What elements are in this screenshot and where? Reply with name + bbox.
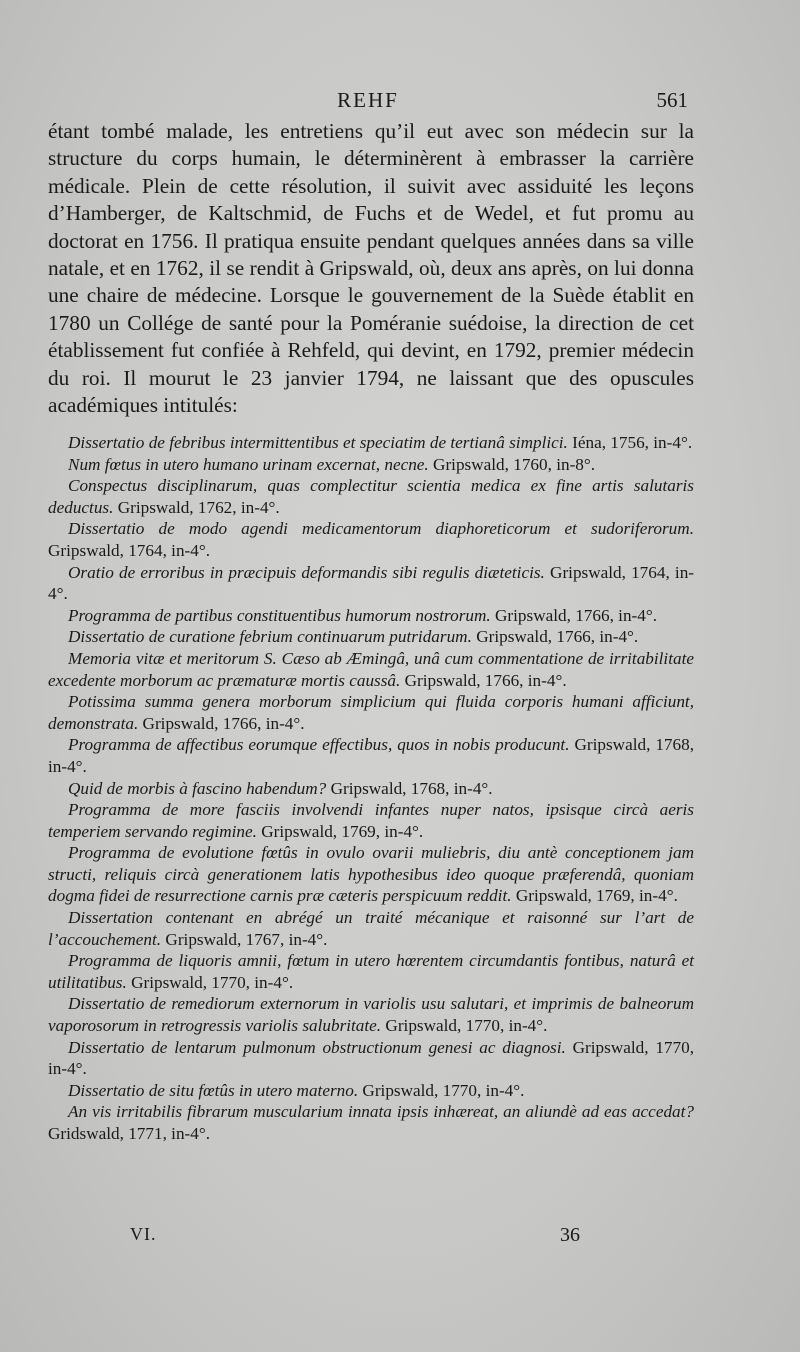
work-imprint: Gripswald, 1766, in-4°.: [404, 670, 567, 690]
signature-mark: 36: [560, 1224, 580, 1246]
work-title: Programma de liquoris amnii, fœtum in utero hœrentem circumdantis fontibus, naturâ et utilitatibus.: [48, 951, 694, 992]
work-entry: [48, 454, 694, 476]
work-imprint: Gripswald, 1769, in-4°.: [261, 821, 424, 841]
volume-number: VI.: [130, 1224, 157, 1244]
work-entry: [48, 432, 694, 454]
work-title: Conspectus disciplinarum, quas complectitur scientia medica ex fine artis salutaris deductus.: [48, 476, 694, 517]
running-head: REHF: [337, 88, 399, 112]
work-entry: [48, 562, 694, 605]
work-imprint: Gripswald, 1766, in-4°.: [142, 713, 305, 733]
work-title: Dissertatio de modo agendi medicamentorum diaphoreticorum et sudoriferorum.: [68, 519, 694, 539]
page-header: [48, 88, 688, 114]
work-title: Programma de partibus constituentibus humorum nostrorum.: [68, 605, 491, 625]
work-entry: [48, 993, 694, 1036]
work-title: Dissertatio de curatione febrium continuarum putridarum.: [68, 627, 472, 647]
work-title: Quid de morbis à fascino habendum?: [68, 778, 327, 798]
work-imprint: Gripswald, 1770, in-4°.: [131, 972, 294, 992]
work-entry: [48, 518, 694, 561]
work-entry: [48, 907, 694, 950]
work-entry: [48, 605, 694, 627]
work-title: Potissima summa genera morborum simplicium qui fluida corporis humani afficiunt, demonstrata.: [48, 692, 694, 733]
works-list: [48, 432, 694, 1145]
work-entry: [48, 1080, 694, 1102]
work-imprint: Iéna, 1756, in-4°.: [572, 433, 693, 452]
work-imprint: Gripswald, 1767, in-4°.: [165, 929, 328, 949]
work-title: Dissertation contenant en abrégé un traité mécanique et raisonné sur l’art de l’accouchement.: [48, 908, 694, 949]
work-entry: [48, 734, 694, 777]
work-title: Dissertatio de situ fœtûs in utero materno.: [68, 1080, 359, 1100]
page-number: 561: [656, 88, 688, 112]
work-title: Oratio de erroribus in præcipuis deformandis sibi regulis diæteticis.: [68, 562, 545, 582]
work-title: Memoria vitæ et meritorum S. Cæso ab Æmingâ, unâ cum commentatione de irritabilitate excedente morborum ac præmaturæ mortis caussâ.: [48, 648, 694, 690]
work-entry: [48, 799, 694, 842]
work-entry: [48, 1037, 694, 1080]
work-entry: [48, 950, 694, 993]
work-title: Dissertatio de febribus intermittentibus et speciatim de tertianâ simplici.: [68, 433, 568, 452]
work-entry: [48, 626, 694, 648]
work-title: Dissertatio de lentarum pulmonum obstructionum genesi ac diagnosi.: [68, 1037, 566, 1057]
work-imprint: Gripswald, 1762, in-4°.: [117, 497, 280, 517]
work-imprint: Gripswald, 1764, in-4°.: [48, 540, 211, 560]
work-title: Programma de affectibus eorumque effectibus, quos in nobis producunt.: [68, 735, 570, 755]
work-imprint: Gripswald, 1768, in-4°.: [48, 735, 695, 776]
work-entry: [48, 842, 694, 907]
work-imprint: Gripswald, 1769, in-4°.: [515, 886, 678, 906]
work-imprint: Gripswald, 1766, in-4°.: [476, 627, 639, 647]
work-entry: [48, 691, 694, 734]
work-entry: [48, 1101, 694, 1144]
work-title: Num fœtus in utero humano urinam excernat, necne.: [68, 454, 429, 474]
work-imprint: Gripswald, 1770, in-4°.: [385, 1016, 548, 1036]
work-title: An vis irritabilis fibrarum muscularium innata ipsis inhæreat, an aliundè ad eas accedat?: [68, 1102, 694, 1122]
work-title: Programma de evolutione fœtûs in ovulo ovarii muliebris, diu antè conceptionem jam structi, reliquis circà generationem latis hypothesibus ideo quoque præferendâ, quoniam dogma fidei de resurrectione carnis præ cæteris perspicuum reddit.: [48, 843, 694, 906]
work-imprint: Gripswald, 1766, in-4°.: [495, 605, 658, 625]
work-entry: [48, 475, 694, 518]
work-imprint: Gripswald, 1770, in-4°.: [362, 1080, 525, 1100]
page-footer: [48, 1224, 694, 1248]
work-imprint: Gripswald, 1768, in-4°.: [330, 778, 493, 798]
biography-paragraph: étant tombé malade, les entretiens qu’il eut avec son médecin sur la structure du corps humain, le déterminèrent à embrasser la carrière médicale. Plein de cette résolution, il suivit avec assiduité les leçons d’Hamberger, de Kaltschmid, de Fuchs et de Wedel, et fut promu au doctorat en 1756. Il pratiqua ensuite pendant quelques années dans sa ville natale, et en 1762, il se rendit à Gripswald, où, deux ans après, on lui donna une chaire de médecine. Lorsque le gouvernement de la Suède établit en 1780 un Collége de santé pour la Poméranie suédoise, la direction de cet établissement fut confiée à Rehfeld, qui devint, en 1792, premier médecin du roi. Il mourut le 23 janvier 1794, ne laissant que des opuscules académiques intitulés:: [48, 119, 694, 418]
work-entry: [48, 648, 694, 691]
work-entry: [48, 778, 694, 800]
work-title: Programma de more fasciis involvendi infantes nuper natos, ipsisque circà aeris temperiem servando regimine.: [48, 800, 694, 841]
work-imprint: Gripswald, 1764, in-4°.: [48, 562, 695, 604]
work-title: Dissertatio de remediorum externorum in variolis usu salutari, et imprimis de balneorum vaporosorum in retrogressis variolis salubritate.: [48, 994, 694, 1036]
work-imprint: Gripswald, 1770, in-4°.: [48, 1037, 694, 1079]
work-imprint: Gridswald, 1771, in-4°.: [48, 1124, 211, 1143]
work-imprint: Gripswald, 1760, in-8°.: [433, 454, 596, 474]
